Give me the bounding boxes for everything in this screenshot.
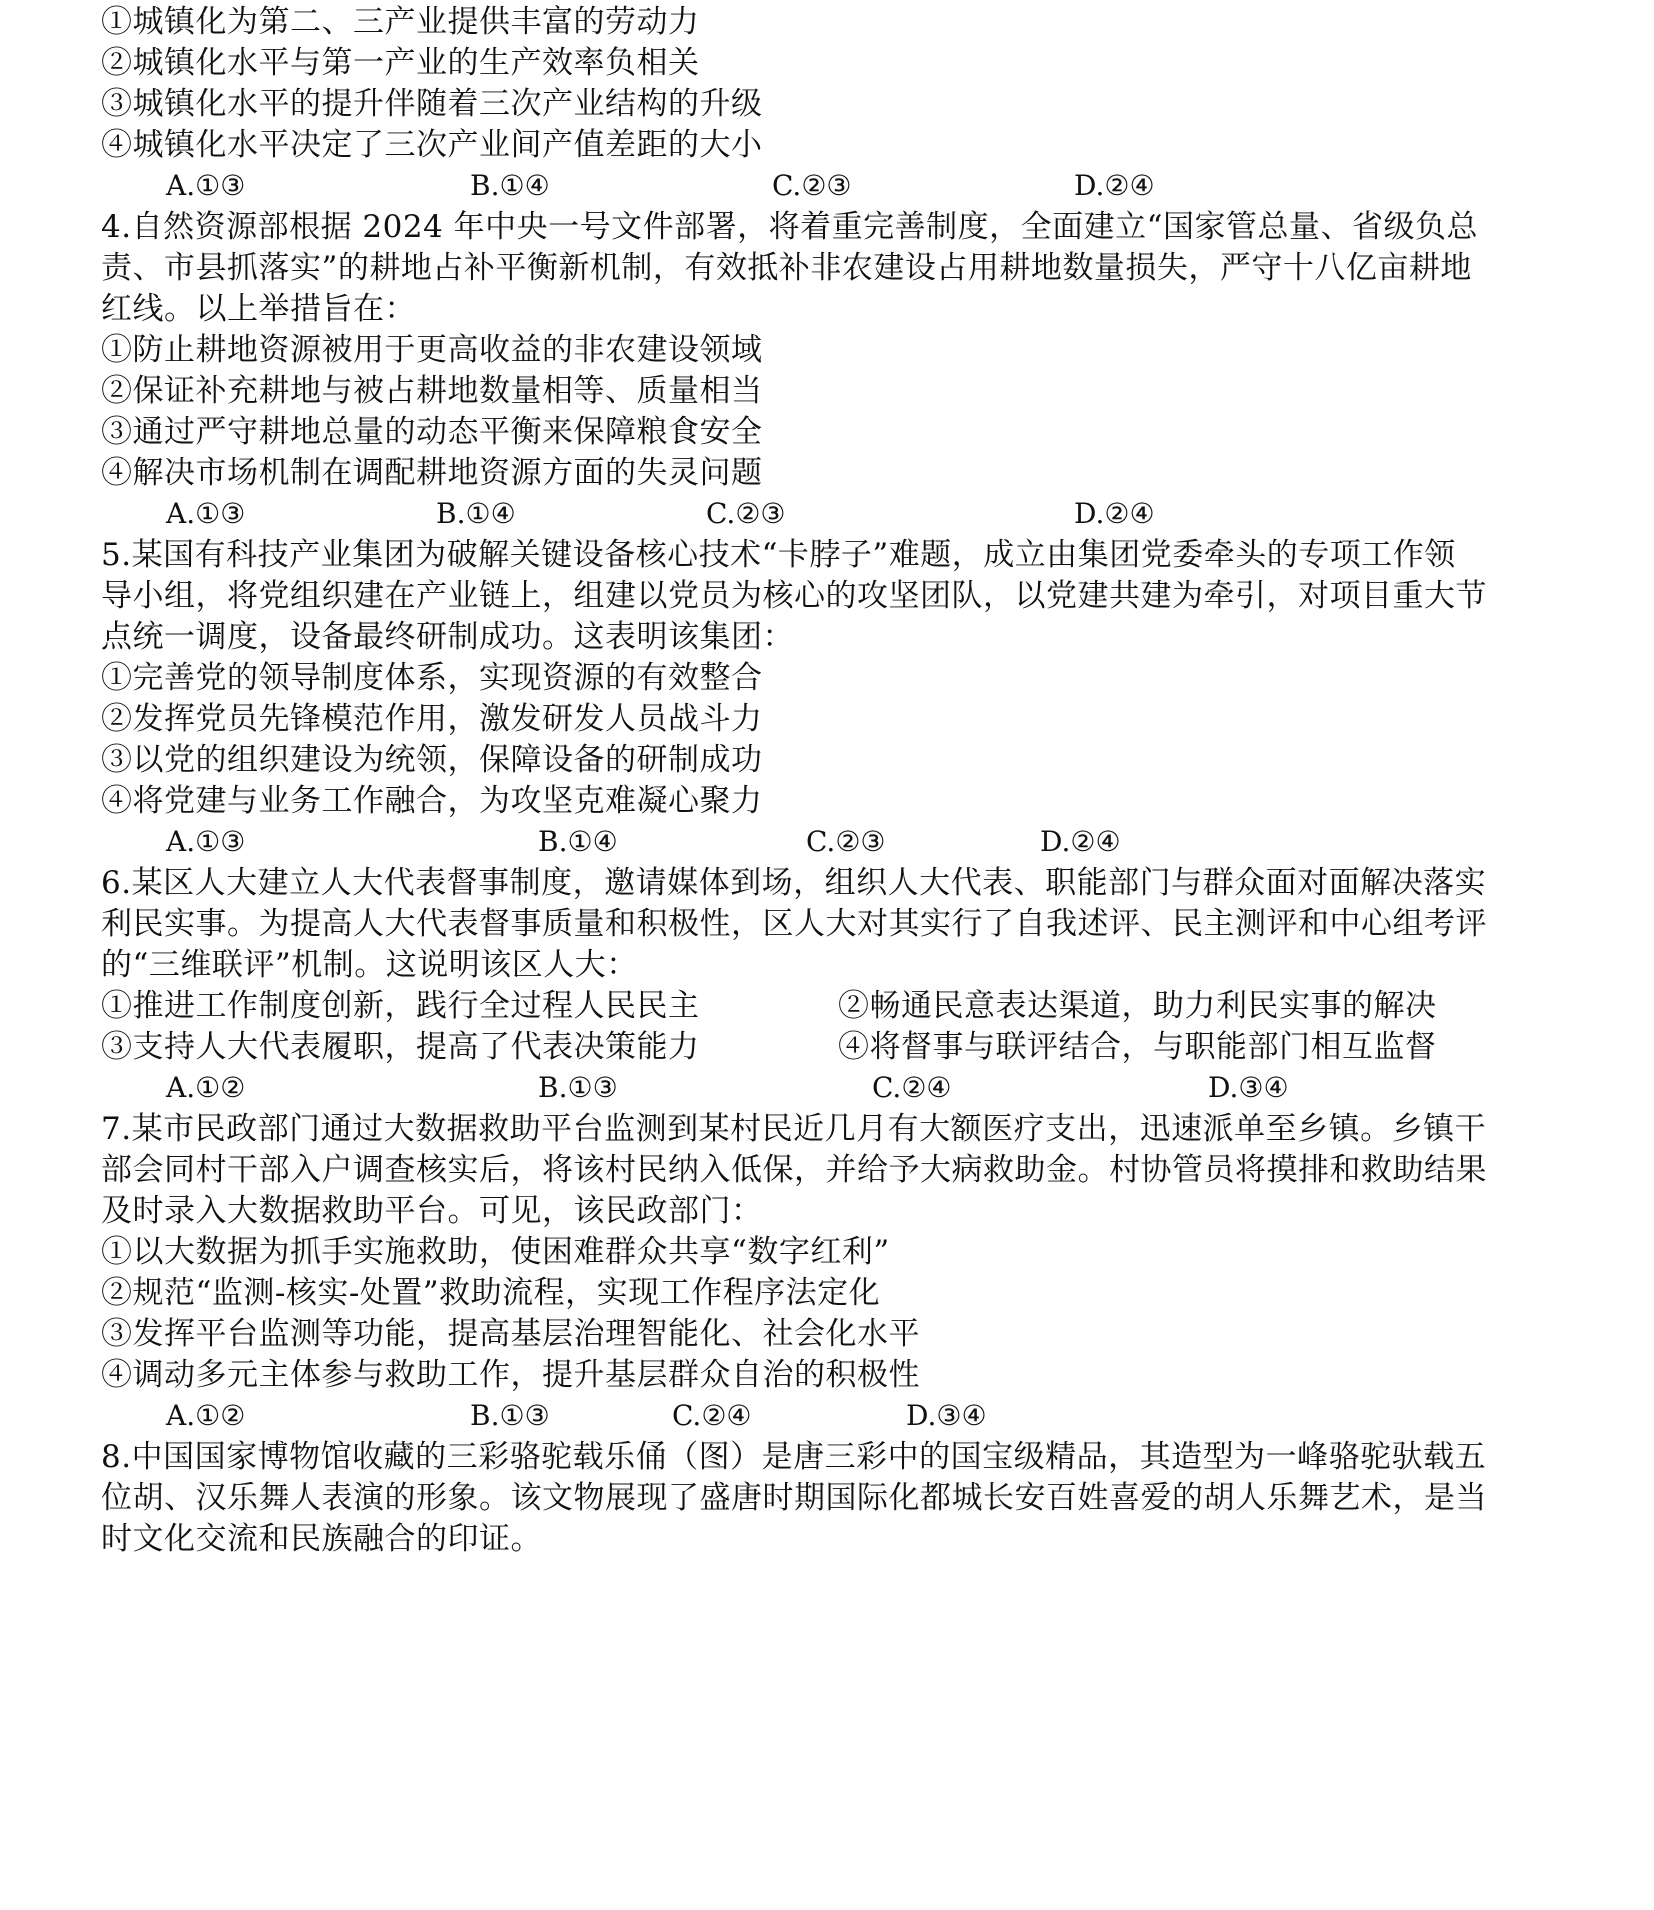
- q7-option-a: A.①②: [166, 1399, 246, 1432]
- q6-item-2: ②畅通民意表达渠道，助力利民实事的解决: [838, 988, 1437, 1024]
- q4-item-1: ①防止耕地资源被用于更高收益的非农建设领域: [101, 332, 763, 368]
- q4-option-c: C.②③: [706, 497, 786, 530]
- q6-option-c: C.②④: [872, 1071, 952, 1104]
- q5-item-3: ③以党的组织建设为统领，保障设备的研制成功: [101, 742, 763, 778]
- q6-item-4: ④将督事与联评结合，与职能部门相互监督: [838, 1029, 1437, 1065]
- q7-option-b: B.①③: [470, 1399, 550, 1432]
- q7-item-4: ④调动多元主体参与救助工作，提升基层群众自治的积极性: [101, 1357, 920, 1393]
- q6-option-b: B.①③: [538, 1071, 618, 1104]
- q4-item-2: ②保证补充耕地与被占耕地数量相等、质量相当: [101, 373, 763, 409]
- q6-item-3: ③支持人大代表履职，提高了代表决策能力: [101, 1029, 700, 1065]
- q5-item-4: ④将党建与业务工作融合，为攻坚克难凝心聚力: [101, 783, 763, 819]
- q5-option-b: B.①④: [538, 825, 618, 858]
- q6-option-d: D.③④: [1208, 1071, 1289, 1104]
- q6-item-1: ①推进工作制度创新，践行全过程人民民主: [101, 988, 700, 1024]
- q4-option-d: D.②④: [1074, 497, 1155, 530]
- q4-option-a: A.①③: [166, 497, 246, 530]
- q7-stem-line-1: 7.某市民政部门通过大数据救助平台监测到某村民近几月有大额医疗支出，迅速派单至乡镇。乡镇干: [101, 1111, 1487, 1147]
- q3-option-a: A.①③: [166, 169, 246, 202]
- q6-option-a: A.①②: [166, 1071, 246, 1104]
- q5-stem-line-1: 5.某国有科技产业集团为破解关键设备核心技术“卡脖子”难题，成立由集团党委牵头的专项工作领: [101, 537, 1456, 573]
- q7-option-c: C.②④: [672, 1399, 752, 1432]
- q5-stem-line-3: 点统一调度，设备最终研制成功。这表明该集团：: [101, 619, 794, 655]
- q5-option-c: C.②③: [806, 825, 886, 858]
- q4-option-b: B.①④: [436, 497, 516, 530]
- q7-item-3: ③发挥平台监测等功能，提高基层治理智能化、社会化水平: [101, 1316, 920, 1352]
- q4-stem-line-3: 红线。以上举措旨在：: [101, 291, 416, 327]
- q8-stem-line-3: 时文化交流和民族融合的印证。: [101, 1521, 542, 1557]
- q3-option-b: B.①④: [470, 169, 550, 202]
- q6-stem-line-2: 利民实事。为提高人大代表督事质量和积极性，区人大对其实行了自我述评、民主测评和中心组考评: [101, 906, 1487, 942]
- q6-stem-line-3: 的“三维联评”机制。这说明该区人大：: [101, 947, 638, 983]
- q3-item-3: ③城镇化水平的提升伴随着三次产业结构的升级: [101, 86, 763, 122]
- q5-option-d: D.②④: [1040, 825, 1121, 858]
- q8-stem-line-2: 位胡、汉乐舞人表演的形象。该文物展现了盛唐时期国际化都城长安百姓喜爱的胡人乐舞艺术，是当: [101, 1480, 1487, 1516]
- q3-item-4: ④城镇化水平决定了三次产业间产值差距的大小: [101, 127, 763, 163]
- q7-stem-line-2: 部会同村干部入户调查核实后，将该村民纳入低保，并给予大病救助金。村协管员将摸排和救助结果: [101, 1152, 1487, 1188]
- q5-option-a: A.①③: [166, 825, 246, 858]
- q4-stem-line-1: 4.自然资源部根据 2024 年中央一号文件部署，将着重完善制度，全面建立“国家管总量、省级负总: [101, 209, 1479, 245]
- q5-item-1: ①完善党的领导制度体系，实现资源的有效整合: [101, 660, 763, 696]
- q3-item-1: ①城镇化为第二、三产业提供丰富的劳动力: [101, 4, 700, 40]
- q4-stem-line-2: 责、市县抓落实”的耕地占补平衡新机制，有效抵补非农建设占用耕地数量损失，严守十八亿亩耕地: [101, 250, 1472, 286]
- q7-item-1: ①以大数据为抓手实施救助，使困难群众共享“数字红利”: [101, 1234, 890, 1270]
- q3-item-2: ②城镇化水平与第一产业的生产效率负相关: [101, 45, 700, 81]
- q4-item-3: ③通过严守耕地总量的动态平衡来保障粮食安全: [101, 414, 763, 450]
- q8-stem-line-1: 8.中国国家博物馆收藏的三彩骆驼载乐俑（图）是唐三彩中的国宝级精品，其造型为一峰骆驼驮载五: [101, 1439, 1487, 1475]
- q7-item-2: ②规范“监测-核实-处置”救助流程，实现工作程序法定化: [101, 1275, 881, 1311]
- q4-item-4: ④解决市场机制在调配耕地资源方面的失灵问题: [101, 455, 763, 491]
- q5-item-2: ②发挥党员先锋模范作用，激发研发人员战斗力: [101, 701, 763, 737]
- q6-stem-line-1: 6.某区人大建立人大代表督事制度，邀请媒体到场，组织人大代表、职能部门与群众面对面解决落实: [101, 865, 1487, 901]
- q7-option-d: D.③④: [906, 1399, 987, 1432]
- q3-option-d: D.②④: [1074, 169, 1155, 202]
- q3-option-c: C.②③: [772, 169, 852, 202]
- q5-stem-line-2: 导小组，将党组织建在产业链上，组建以党员为核心的攻坚团队，以党建共建为牵引，对项目重大节: [101, 578, 1487, 614]
- q7-stem-line-3: 及时录入大数据救助平台。可见，该民政部门：: [101, 1193, 763, 1229]
